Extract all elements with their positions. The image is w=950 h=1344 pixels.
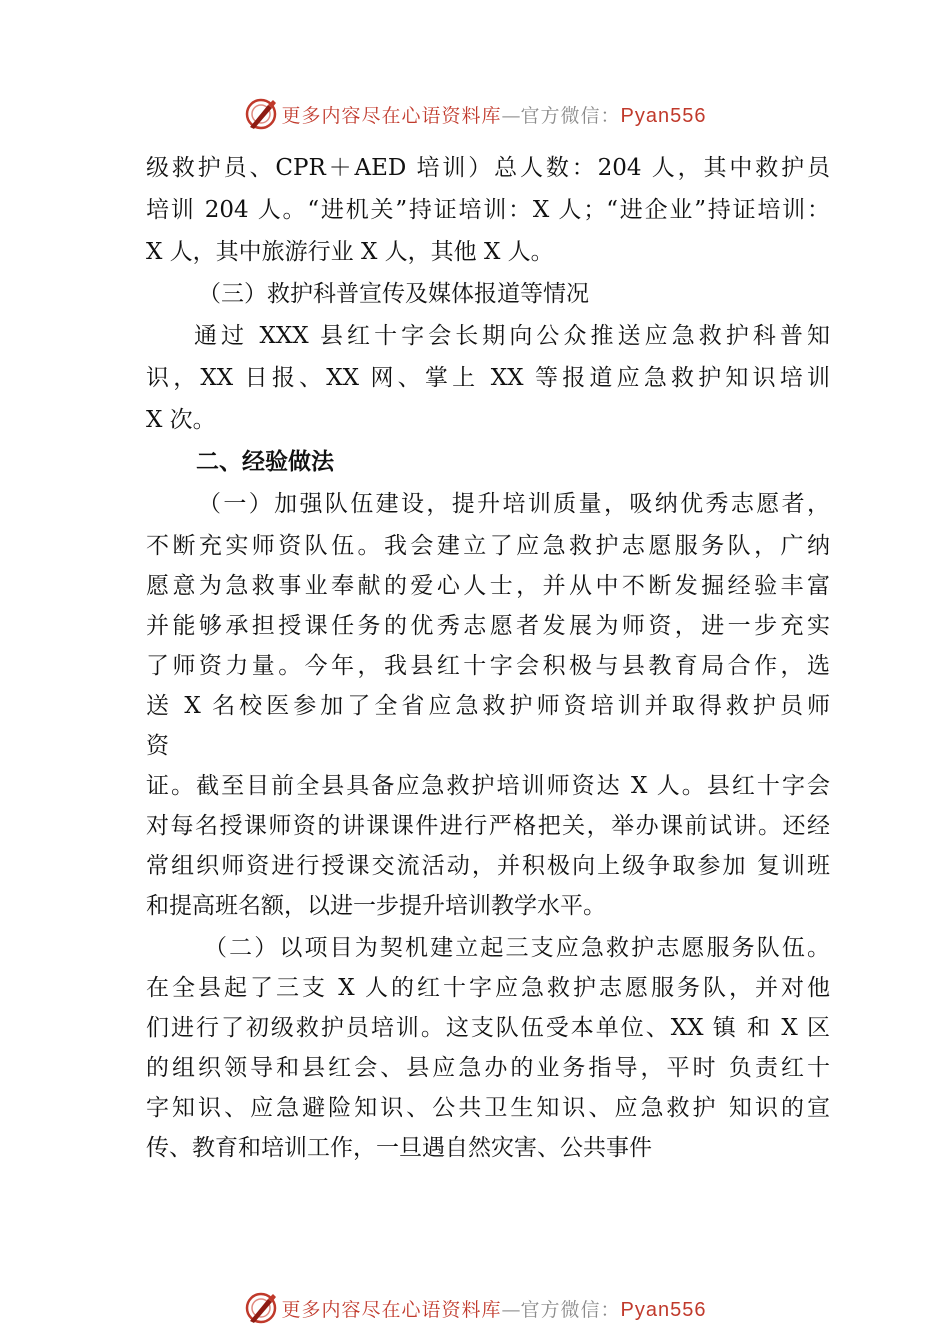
paragraph-line: 识，XX 日报、XX 网、掌上 XX 等报道应急救护知识培训 (146, 365, 830, 391)
paragraph-line: 们进行了初级救护员培训。这支队伍受本单位、XX 镇 和 X 区 (146, 1015, 830, 1041)
watermark-dash: — (501, 1298, 521, 1321)
paragraph-line: 通过 XXX 县红十字会长期向公众推送应急救护科普知 (194, 323, 830, 349)
watermark-wechat-id: Pyan556 (620, 1298, 707, 1321)
paragraph-line: X 人，其中旅游行业 X 人，其他 X 人。 (146, 239, 554, 265)
paragraph-line: 传、教育和培训工作，一旦遇自然灾害、公共事件 (146, 1135, 652, 1161)
paragraph-line: 资 (146, 733, 169, 759)
watermark-text (282, 1295, 707, 1322)
section-subheading: （三）救护科普宣传及媒体报道等情况 (198, 281, 589, 307)
watermark-wechat-label: 官方微信： (520, 1298, 621, 1321)
paragraph-line: X 次。 (146, 407, 216, 433)
section-subheading: （二）以项目为契机建立起三支应急救护志愿服务队伍。 (204, 935, 830, 961)
paragraph-line: （一）加强队伍建设，提升培训质量，吸纳优秀志愿者， (198, 491, 830, 517)
paragraph-line: 字知识、应急避险知识、公共卫生知识、应急救护 知识的宣 (146, 1095, 830, 1121)
paragraph-line: 在全县起了三支 X 人的红十字应急救护志愿服务队，并对他 (146, 975, 830, 1001)
watermark-wechat-label: 官方微信： (520, 104, 621, 127)
watermark-text (282, 101, 707, 128)
watermark-banner-bottom (0, 1288, 950, 1328)
paragraph-line: 培训 204 人。“进机关”持证培训：X 人；“进企业”持证培训： (146, 197, 830, 223)
watermark-site: 更多内容尽在心语资料库 (281, 104, 502, 127)
paragraph-line: 常组织师资进行授课交流活动，并积极向上级争取参加 复训班 (146, 853, 830, 879)
paragraph-line: 的组织领导和县红会、县应急办的业务指导，平时 负责红十 (146, 1055, 830, 1081)
paragraph-line: 并能够承担授课任务的优秀志愿者发展为师资，进一步充实 (146, 613, 830, 639)
watermark-dash: — (501, 104, 521, 127)
paragraph-line: 愿意为急救事业奉献的爱心人士，并从中不断发掘经验丰富 (146, 573, 830, 599)
paragraph-line: 证。截至目前全县具备应急救护培训师资达 X 人。县红十字会 (146, 773, 830, 799)
watermark-banner-top (0, 94, 950, 134)
section-heading: 二、经验做法 (196, 449, 334, 475)
pen-logo-icon (244, 1291, 278, 1325)
paragraph-line: 送 X 名校医参加了全省应急救护师资培训并取得救护员师 (146, 693, 830, 719)
paragraph-line: 不断充实师资队伍。我会建立了应急救护志愿服务队，广纳 (146, 533, 830, 559)
paragraph-line: 了师资力量。今年，我县红十字会积极与县教育局合作，选 (146, 653, 830, 679)
paragraph-line: 对每名授课师资的讲课课件进行严格把关，举办课前试讲。还经 (146, 813, 830, 839)
paragraph-line: 和提高班名额，以进一步提升培训教学水平。 (146, 893, 606, 919)
paragraph-line: 级救护员、CPR＋AED 培训）总人数：204 人，其中救护员 (146, 155, 830, 181)
watermark-site: 更多内容尽在心语资料库 (281, 1298, 502, 1321)
pen-logo-icon (244, 97, 278, 131)
watermark-wechat-id: Pyan556 (620, 104, 707, 127)
